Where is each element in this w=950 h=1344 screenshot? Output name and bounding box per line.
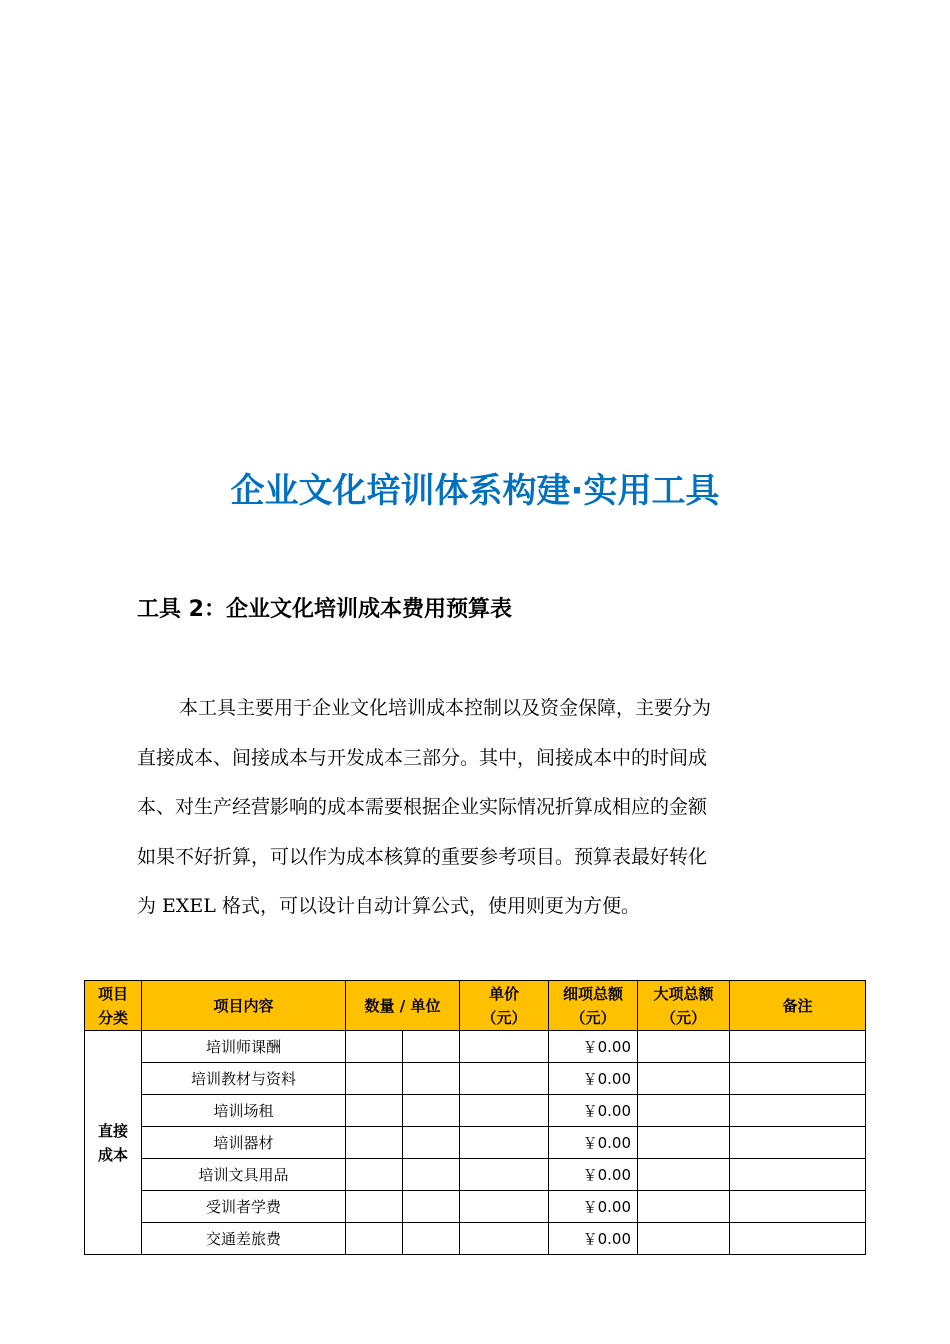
remarks-cell <box>730 1159 866 1191</box>
intro-line: 直接成本、间接成本与开发成本三部分。其中，间接成本中的时间成 <box>137 746 708 769</box>
header-quantity-unit: 数量 / 单位 <box>346 981 460 1031</box>
item-total-cell: ￥0.00 <box>549 1159 638 1191</box>
header-category-line1: 项目 <box>97 984 128 1003</box>
unit-price-cell <box>460 1063 549 1095</box>
intro-paragraph <box>137 684 827 932</box>
section-title: 工具 2：企业文化培训成本费用预算表 <box>137 597 512 622</box>
category-cell <box>85 1031 142 1255</box>
category-line2: 成本 <box>97 1145 128 1164</box>
header-item-total-line2: （元） <box>570 1008 616 1027</box>
group-total-cell <box>638 1031 730 1063</box>
table-row <box>85 1063 866 1095</box>
unit-price-cell <box>460 1159 549 1191</box>
table-row <box>85 1223 866 1255</box>
unit-cell <box>403 1031 460 1063</box>
remarks-cell <box>730 1127 866 1159</box>
header-unit-price <box>460 981 549 1031</box>
unit-price-cell <box>460 1031 549 1063</box>
item-total-cell: ￥0.00 <box>549 1031 638 1063</box>
content-cell: 培训师课酬 <box>142 1031 346 1063</box>
header-group-total <box>638 981 730 1031</box>
group-total-cell <box>638 1191 730 1223</box>
intro-line: 为 EXEL 格式，可以设计自动计算公式，使用则更为方便。 <box>137 895 640 917</box>
unit-cell <box>403 1159 460 1191</box>
page-title: 企业文化培训体系构建·实用工具 <box>230 471 720 511</box>
table-row <box>85 1095 866 1127</box>
intro-line: 本、对生产经营影响的成本需要根据企业实际情况折算成相应的金额 <box>137 796 708 818</box>
content-cell: 培训教材与资料 <box>142 1063 346 1095</box>
remarks-cell <box>730 1031 866 1063</box>
content-cell: 培训文具用品 <box>142 1159 346 1191</box>
quantity-cell <box>346 1191 403 1223</box>
unit-price-cell <box>460 1223 549 1255</box>
header-category-line2: 分类 <box>97 1008 128 1027</box>
unit-cell <box>403 1127 460 1159</box>
unit-price-cell <box>460 1191 549 1223</box>
unit-price-cell <box>460 1095 549 1127</box>
group-total-cell <box>638 1223 730 1255</box>
unit-cell <box>403 1191 460 1223</box>
header-content: 项目内容 <box>142 981 346 1031</box>
header-item-total <box>549 981 638 1031</box>
content-cell: 培训器材 <box>142 1127 346 1159</box>
remarks-cell <box>730 1223 866 1255</box>
intro-line: 本工具主要用于企业文化培训成本控制以及资金保障，主要分为 <box>179 697 712 719</box>
item-total-cell: ￥0.00 <box>549 1191 638 1223</box>
header-group-total-line1: 大项总额 <box>653 984 714 1003</box>
item-total-cell: ￥0.00 <box>549 1127 638 1159</box>
item-total-cell: ￥0.00 <box>549 1063 638 1095</box>
header-unit-price-line1: 单价 <box>488 984 519 1003</box>
group-total-cell <box>638 1159 730 1191</box>
header-category <box>85 981 142 1031</box>
header-unit-price-line2: （元） <box>481 1008 527 1027</box>
remarks-cell <box>730 1063 866 1095</box>
remarks-cell <box>730 1191 866 1223</box>
quantity-cell <box>346 1127 403 1159</box>
table-row <box>85 1127 866 1159</box>
header-group-total-line2: （元） <box>660 1008 706 1027</box>
unit-cell <box>403 1223 460 1255</box>
group-total-cell <box>638 1095 730 1127</box>
group-total-cell <box>638 1063 730 1095</box>
quantity-cell <box>346 1063 403 1095</box>
item-total-cell: ￥0.00 <box>549 1095 638 1127</box>
group-total-cell <box>638 1127 730 1159</box>
header-item-total-line1: 细项总额 <box>562 984 623 1003</box>
quantity-cell <box>346 1031 403 1063</box>
table-header-row <box>85 981 866 1031</box>
remarks-cell <box>730 1095 866 1127</box>
unit-price-cell <box>460 1127 549 1159</box>
item-total-cell: ￥0.00 <box>549 1223 638 1255</box>
category-line1: 直接 <box>97 1121 128 1140</box>
content-cell: 培训场租 <box>142 1095 346 1127</box>
content-cell: 受训者学费 <box>142 1191 346 1223</box>
table-row <box>85 1159 866 1191</box>
quantity-cell <box>346 1159 403 1191</box>
unit-cell <box>403 1063 460 1095</box>
unit-cell <box>403 1095 460 1127</box>
header-remarks: 备注 <box>730 981 866 1031</box>
quantity-cell <box>346 1223 403 1255</box>
budget-table <box>84 980 866 1255</box>
quantity-cell <box>346 1095 403 1127</box>
intro-line: 如果不好折算，可以作为成本核算的重要参考项目。预算表最好转化 <box>137 845 708 868</box>
table-row <box>85 1031 866 1063</box>
table-row <box>85 1191 866 1223</box>
content-cell: 交通差旅费 <box>142 1223 346 1255</box>
